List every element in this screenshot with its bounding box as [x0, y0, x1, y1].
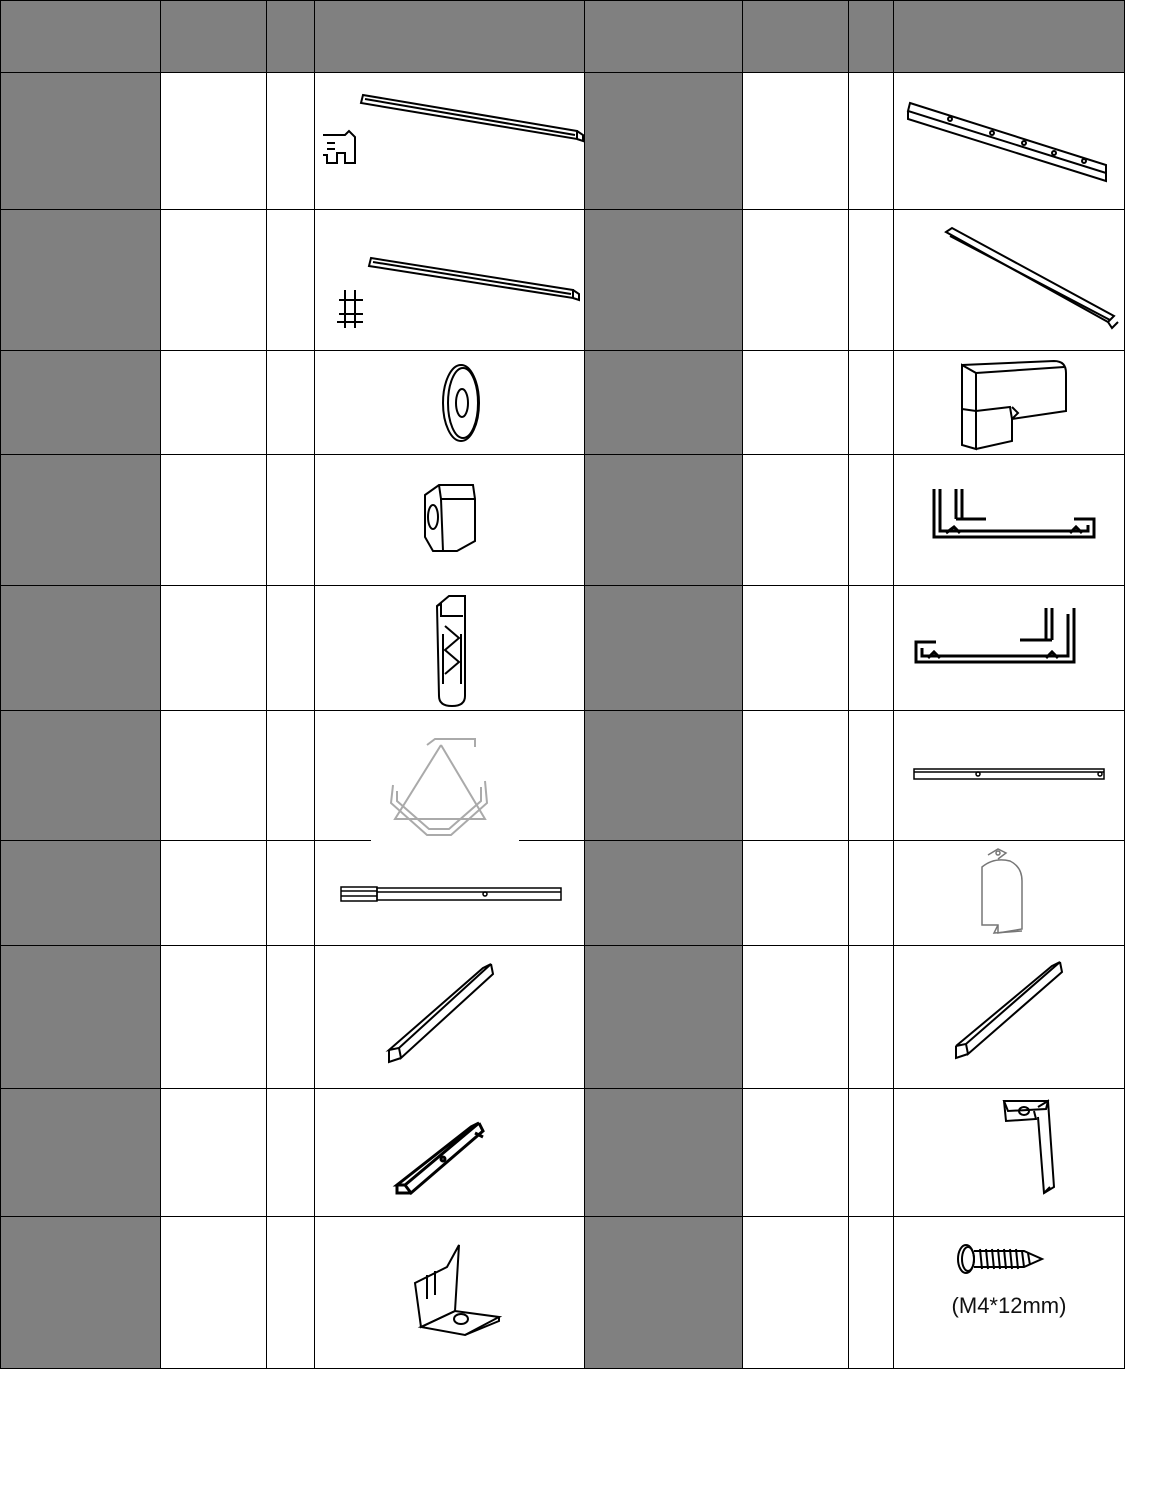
row-6-code-left — [160, 710, 267, 842]
row-8-label-right — [584, 945, 743, 1090]
row-6-code-right — [742, 710, 849, 842]
header-cell-name-left — [0, 0, 161, 73]
header-cell-qty-left — [266, 0, 315, 73]
row-5-label-left — [0, 585, 161, 712]
row-6-image-right — [893, 710, 1125, 842]
row-10-code-left — [160, 1216, 267, 1369]
row-2-code-left — [160, 209, 267, 352]
row-2-label-left — [0, 209, 161, 352]
flat-rail-icon — [894, 711, 1126, 843]
row-3-qty-right — [848, 350, 894, 456]
row-9-label-right — [584, 1088, 743, 1218]
row-10-label-left — [0, 1216, 161, 1369]
row-3-code-right — [742, 350, 849, 456]
row-7-code-right — [742, 840, 849, 947]
row-9-label-left — [0, 1088, 161, 1218]
corner-clip-icon — [315, 1217, 586, 1370]
row-7-qty-right — [848, 840, 894, 947]
row-10-code-right — [742, 1216, 849, 1369]
row-1-label-left — [0, 72, 161, 211]
row-4-qty-right — [848, 454, 894, 587]
row-1-label-right — [584, 72, 743, 211]
header-cell-code-right — [742, 0, 849, 73]
long-rail-profile-icon — [315, 73, 586, 212]
row-5-label-right — [584, 585, 743, 712]
row-4-qty-left — [266, 454, 315, 587]
row-5-code-left — [160, 585, 267, 712]
row-8-qty-left — [266, 945, 315, 1090]
row-5-image-left — [314, 585, 585, 712]
row-3-label-left — [0, 350, 161, 456]
row-4-image-left — [314, 454, 585, 587]
wall-plug-anchor-icon — [315, 586, 586, 713]
end-cap-block-icon — [894, 351, 1126, 457]
row-6-qty-right — [848, 710, 894, 842]
row-5-image-right — [893, 585, 1125, 712]
connector-rod-icon — [315, 841, 586, 948]
row-3-qty-left — [266, 350, 315, 456]
row-1-image-left — [314, 72, 585, 211]
row-9-image-right — [893, 1088, 1125, 1218]
row-8-image-right — [893, 945, 1125, 1090]
row-8-image-left — [314, 945, 585, 1090]
header-cell-code-left — [160, 0, 267, 73]
row-9-code-right — [742, 1088, 849, 1218]
row-1-code-left — [160, 72, 267, 211]
row-5-code-right — [742, 585, 849, 712]
row-10-label-right — [584, 1216, 743, 1369]
row-7-code-left — [160, 840, 267, 947]
row-1-qty-right — [848, 72, 894, 211]
row-6-qty-left — [266, 710, 315, 842]
row-9-image-left — [314, 1088, 585, 1218]
hex-nut-icon — [315, 455, 586, 588]
row-1-image-right — [893, 72, 1125, 211]
angled-bar-icon — [894, 946, 1126, 1091]
row-7-label-right — [584, 840, 743, 947]
row-1-qty-left — [266, 72, 315, 211]
row-6-label-left — [0, 710, 161, 842]
thin-rail-icon — [894, 210, 1126, 353]
row-7-label-left — [0, 840, 161, 947]
l-bracket-icon — [894, 1089, 1126, 1219]
row-2-qty-right — [848, 209, 894, 352]
row-6-image-left — [314, 710, 585, 842]
row-8-code-left — [160, 945, 267, 1090]
end-cover-icon — [894, 841, 1126, 948]
u-channel-left-icon — [894, 455, 1126, 588]
row-4-code-left — [160, 454, 267, 587]
row-7-image-right — [893, 840, 1125, 947]
row-3-image-right — [893, 350, 1125, 456]
row-4-label-left — [0, 454, 161, 587]
row-8-label-left — [0, 945, 161, 1090]
row-2-image-left — [314, 209, 585, 352]
row-10-image-right — [893, 1216, 1125, 1369]
angle-bracket-icon — [315, 1089, 586, 1219]
row-2-label-right — [584, 209, 743, 352]
row-5-qty-right — [848, 585, 894, 712]
u-channel-right-icon — [894, 586, 1126, 713]
row-2-qty-left — [266, 209, 315, 352]
row-7-image-left — [314, 840, 585, 947]
row-6-label-right — [584, 710, 743, 842]
row-3-label-right — [584, 350, 743, 456]
angled-bar-icon — [315, 946, 586, 1091]
row-2-image-right — [893, 209, 1125, 352]
row-3-image-left — [314, 350, 585, 456]
corner-rail-assembly-icon — [315, 711, 586, 843]
row-10-qty-right — [848, 1216, 894, 1369]
header-cell-name-right — [584, 0, 743, 73]
row-9-qty-left — [266, 1088, 315, 1218]
row-8-qty-right — [848, 945, 894, 1090]
header-cell-image-left — [314, 0, 585, 73]
row-4-code-right — [742, 454, 849, 587]
row-10-image-left — [314, 1216, 585, 1369]
header-cell-image-right — [893, 0, 1125, 73]
washer-icon — [315, 351, 586, 457]
row-4-label-right — [584, 454, 743, 587]
row-2-code-right — [742, 209, 849, 352]
h-rail-profile-icon — [315, 210, 586, 353]
row-7-qty-left — [266, 840, 315, 947]
row-5-qty-left — [266, 585, 315, 712]
row-3-code-left — [160, 350, 267, 456]
mounting-strip-with-holes-icon — [894, 73, 1126, 212]
header-cell-qty-right — [848, 0, 894, 73]
row-1-code-right — [742, 72, 849, 211]
row-8-code-right — [742, 945, 849, 1090]
row-10-qty-left — [266, 1216, 315, 1369]
row-4-image-right — [893, 454, 1125, 587]
screw-caption: (M4*12mm) — [951, 1293, 1067, 1318]
row-6-image-overlap-mask — [371, 838, 519, 844]
row-9-code-left — [160, 1088, 267, 1218]
row-9-qty-right — [848, 1088, 894, 1218]
